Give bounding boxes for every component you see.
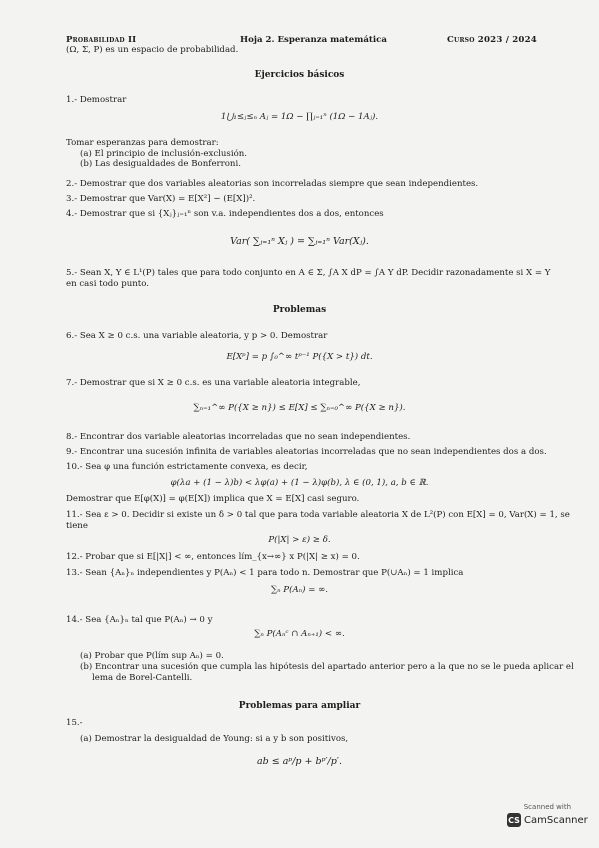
exercise-10-conclusion: Demostrar que E[φ(X)] = φ(E[X]) implica que X = E[X] casi seguro. — [66, 494, 360, 504]
exercise-1: 1.- Demostrar — [66, 95, 127, 105]
exercise-5-line-1: 5.- Sean X, Y ∈ L¹(P) tales que para todo conjunto en A ∈ Σ, ∫A X dP = ∫A Y dP. Decidir razonadamente si X = Y — [66, 268, 551, 278]
exercise-15-formula: ab ≤ aᵖ/p + bᵖ′/p′. — [257, 756, 342, 767]
exercise-1b: (b) Las desigualdades de Bonferroni. — [80, 159, 241, 169]
exercise-1-note: Tomar esperanzas para demostrar: — [66, 138, 219, 148]
exercise-6: 6.- Sea X ≥ 0 c.s. una variable aleatoria, y p > 0. Demostrar — [66, 331, 328, 341]
camscanner-brand: CamScanner — [524, 814, 588, 826]
section-basic-exercises: Ejercicios básicos — [254, 70, 345, 80]
exercise-13: 13.- Sean {Aₙ}ₙ independientes y P(Aₙ) < 1 para todo n. Demostrar que P(∪Aₙ) = 1 implica — [66, 568, 464, 578]
sheet-title: Hoja 2. Esperanza matemática — [240, 35, 387, 45]
exercise-11-line-1: 11.- Sea ε > 0. Decidir si existe un δ > 0 tal que para toda variable aleatoria X de L²(P) con E[X] = 0, Var(X) = 1, se — [66, 510, 570, 520]
scanned-with-label: Scanned with — [523, 803, 572, 811]
exercise-1a: (a) El principio de inclusión-exclusión. — [80, 149, 248, 159]
exercise-6-formula: E[Xᵖ] = p ∫₀^∞ tᵖ⁻¹ P({X > t}) dt. — [226, 352, 373, 362]
exercise-4: 4.- Demostrar que si {Xⱼ}ⱼ₌₁ⁿ son v.a. independientes dos a dos, entonces — [66, 209, 384, 219]
academic-year: Curso 2023 / 2024 — [447, 35, 537, 45]
exercise-1-formula: 1⋃₁≤ⱼ≤ₙ Aⱼ = 1Ω − ∏ⱼ₌₁ⁿ (1Ω − 1Aⱼ). — [220, 112, 379, 122]
exercise-3: 3.- Demostrar que Var(X) = E[X²] − (E[X])². — [66, 194, 256, 204]
camscanner-icon: CS — [507, 813, 521, 827]
exercise-14b-line-2: lema de Borel-Cantelli. — [92, 673, 193, 683]
probability-space-note: (Ω, Σ, P) es un espacio de probabilidad. — [66, 45, 239, 55]
camscanner-watermark — [507, 803, 588, 827]
exercise-13-formula: ∑ₙ P(Aₙ) = ∞. — [270, 585, 329, 595]
exercise-14: 14.- Sea {Aₙ}ₙ tal que P(Aₙ) → 0 y — [66, 615, 213, 625]
exercise-12: 12.- Probar que si E[|X|] < ∞, entonces lím_{x→∞} x P(|X| ≥ x) = 0. — [66, 552, 360, 562]
exercise-7-formula: ∑ₙ₌₁^∞ P({X ≥ n}) ≤ E[X] ≤ ∑ₙ₌₀^∞ P({X ≥ n}). — [193, 403, 406, 413]
exercise-11-line-2: tiene — [66, 521, 88, 531]
exercise-7: 7.- Demostrar que si X ≥ 0 c.s. es una variable aleatoria integrable, — [66, 378, 361, 388]
exercise-15: 15.- — [66, 718, 83, 728]
exercise-8: 8.- Encontrar dos variable aleatorias incorreladas que no sean independientes. — [66, 432, 411, 442]
exercise-9: 9.- Encontrar una sucesión infinita de variables aleatorias incorreladas que no sean independientes dos a dos. — [66, 447, 547, 457]
exercise-4-formula: Var( ∑ⱼ₌₁ⁿ Xⱼ ) = ∑ⱼ₌₁ⁿ Var(Xⱼ). — [230, 236, 369, 247]
exercise-14b-line-1: (b) Encontrar una sucesión que cumpla las hipótesis del apartado anterior pero a la que no se le pueda aplicar el — [80, 662, 574, 672]
exercise-2: 2.- Demostrar que dos variables aleatorias son incorreladas siempre que sean independientes. — [66, 179, 479, 189]
exercise-11-formula: P(|X| > ε) ≥ δ. — [268, 535, 331, 545]
exercise-14a: (a) Probar que P(lím sup Aₙ) = 0. — [80, 651, 224, 661]
exercise-10: 10.- Sea φ una función estrictamente convexa, es decir, — [66, 462, 308, 472]
exercise-15a: (a) Demostrar la desigualdad de Young: si a y b son positivos, — [80, 734, 349, 744]
exercise-10-formula: φ(λa + (1 − λ)b) < λφ(a) + (1 − λ)φ(b), λ ∈ (0, 1), a, b ∈ ℝ. — [170, 478, 429, 488]
section-problems: Problemas — [272, 305, 327, 315]
camscanner-logo — [507, 813, 588, 827]
exercise-5-line-2: en casi todo punto. — [66, 279, 149, 289]
course-name: Probabilidad II — [66, 35, 137, 45]
section-extend-problems: Problemas para ampliar — [238, 701, 361, 711]
exercise-14-formula: ∑ₙ P(Aₙᶜ ∩ Aₙ₊₁) < ∞. — [254, 629, 345, 639]
